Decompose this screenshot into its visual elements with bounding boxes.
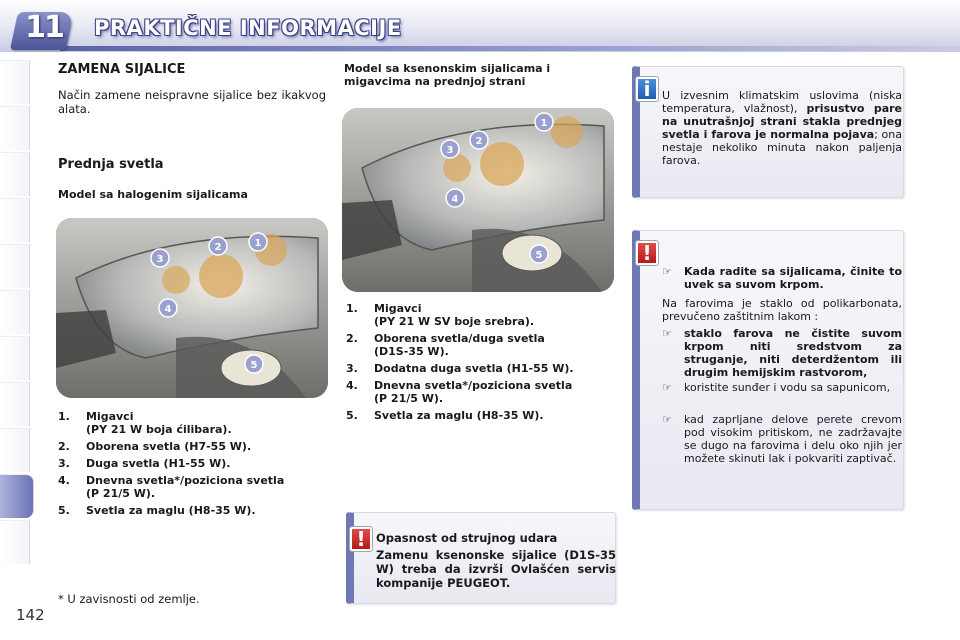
xenon-bulb-item xyxy=(346,362,614,375)
info-text xyxy=(662,89,902,167)
chapter-tab[interactable] xyxy=(0,198,30,242)
halogen-bulb-item-text: Migavci xyxy=(86,410,134,423)
section-title: ZAMENA SIJALICE xyxy=(58,62,186,77)
callout-1: 1 xyxy=(540,118,548,129)
xenon-bulb-item-text: Dnevna svetla*/poziciona svetla xyxy=(374,379,573,392)
page-header xyxy=(0,0,960,52)
chapter-tab[interactable] xyxy=(0,244,30,288)
halogen-bulb-item-number: 3. xyxy=(58,457,70,470)
xenon-bulb-item-text: Dodatna duga svetla (H1-55 W). xyxy=(374,362,574,375)
info-text-end: ; ona nestaje nekoliko minuta nakon paljenja farova. xyxy=(662,128,902,167)
chapter-title: PRAKTIČNE INFORMACIJE xyxy=(94,16,402,40)
halogen-bulb-item xyxy=(58,410,328,436)
xenon-bulb-item-spec: (PY 21 W SV boje srebra). xyxy=(374,315,535,328)
halogen-bulb-item-number: 4. xyxy=(58,474,70,487)
info-icon: i xyxy=(636,77,658,101)
chapter-tab[interactable] xyxy=(0,336,30,380)
danger-box xyxy=(346,512,616,604)
danger-title: Opasnost od strujnog udara xyxy=(376,531,558,545)
halogen-bulb-item xyxy=(58,457,328,470)
callout-5: 5 xyxy=(250,360,258,371)
chapter-tab[interactable] xyxy=(0,520,30,564)
warning-bullet-4: ☞ kad zaprljane delove perete crevom pod visokim pritiskom, ne zadržavajte se dugo na farovima i delu oko njih jer možete skinuti lak i pokvariti zaptivač. xyxy=(662,413,902,465)
chapter-tabs xyxy=(0,60,34,580)
pointing-hand-icon: ☞ xyxy=(662,327,672,340)
halogen-bulb-item-spec: (P 21/5 W). xyxy=(86,487,156,500)
halogen-bulb-item-number: 5. xyxy=(58,504,70,517)
chapter-tab[interactable] xyxy=(0,382,30,426)
callout-1: 1 xyxy=(254,238,262,249)
warning-box xyxy=(632,230,904,510)
xenon-title: Model sa ksenonskim sijalicama i migavcima na prednjoj strani xyxy=(344,62,551,88)
xenon-bulb-item-text: Oborena svetla/duga svetla xyxy=(374,332,545,345)
xenon-bulb-item-spec: (P 21/5 W). xyxy=(374,392,444,405)
callout-4: 4 xyxy=(164,304,172,315)
chapter-tab[interactable] xyxy=(0,428,30,472)
warning-bullet-3: ☞ koristite sunđer i vodu sa sapunicom, xyxy=(662,381,891,394)
halogen-bulb-item-text: Dnevna svetla*/poziciona svetla xyxy=(86,474,285,487)
warning-intro: Na farovima je staklo od polikarbonata, prevučeno zaštitnim lakom : xyxy=(662,297,902,323)
halogen-title: Model sa halogenim sijalicama xyxy=(58,188,248,201)
xenon-bulb-item-number: 5. xyxy=(346,409,358,422)
info-text-bold: prisustvo pare na unutrašnjoj strani stakla prednjeg svetla i farova je normalna pojava xyxy=(662,102,903,141)
warning-icon: ! xyxy=(350,527,372,551)
intro-text: Način zamene neispravne sijalice bez ikakvog alata. xyxy=(58,88,326,116)
halogen-bulb-item-text: Oborena svetla (H7-55 W). xyxy=(86,440,252,453)
xenon-bulb-item-number: 4. xyxy=(346,379,358,392)
front-lights-title: Prednja svetla xyxy=(58,157,164,172)
page-number: 142 xyxy=(16,606,45,624)
xenon-headlight-photo xyxy=(342,108,614,292)
xenon-bulb-item-number: 3. xyxy=(346,362,358,375)
xenon-bulb-list xyxy=(346,302,614,426)
pointing-hand-icon: ☞ xyxy=(662,413,672,426)
halogen-bulb-item xyxy=(58,504,328,517)
halogen-bulb-item-number: 1. xyxy=(58,410,70,423)
info-text-normal: U izvesnim klimatskim uslovima (niska temperatura, vlažnost), xyxy=(662,89,902,115)
xenon-bulb-item-spec: (D1S-35 W). xyxy=(374,345,449,358)
warning-bullet-1: ☞ Kada radite sa sijalicama, činite to uvek sa suvom krpom. xyxy=(662,265,902,291)
callout-2: 2 xyxy=(475,136,483,147)
halogen-bulb-list xyxy=(58,410,328,521)
pointing-hand-icon: ☞ xyxy=(662,265,672,278)
chapter-tab[interactable] xyxy=(0,106,30,150)
xenon-bulb-item xyxy=(346,409,614,422)
callout-5: 5 xyxy=(535,250,543,261)
halogen-headlight-photo xyxy=(56,218,328,398)
halogen-bulb-item xyxy=(58,440,328,453)
warning-bullet-2: ☞ staklo farova ne čistite suvom krpom niti sredstvom za struganje, niti deterdžentom ili drugim hemijskim rastvorom, xyxy=(662,327,902,379)
info-box xyxy=(632,66,904,198)
callout-3: 3 xyxy=(446,145,454,156)
footnote: * U zavisnosti od zemlje. xyxy=(58,592,200,606)
callout-3: 3 xyxy=(156,254,164,265)
pointing-hand-icon: ☞ xyxy=(662,381,672,394)
xenon-bulb-item xyxy=(346,302,614,328)
xenon-bulb-item-text: Migavci xyxy=(374,302,422,315)
halogen-bulb-item xyxy=(58,474,328,500)
warning-icon: ! xyxy=(636,241,658,265)
chapter-tab[interactable] xyxy=(0,60,30,104)
header-rule xyxy=(60,46,960,51)
xenon-bulb-item-text: Svetla za maglu (H8-35 W). xyxy=(374,409,544,422)
xenon-bulb-item-number: 2. xyxy=(346,332,358,345)
danger-text: Zamenu ksenonske sijalice (D1S-35 W) treba da izvrši Ovlašćen servis kompanije PEUGEOT. xyxy=(376,548,616,590)
chapter-tab-active[interactable] xyxy=(0,474,34,518)
callout-2: 2 xyxy=(214,242,222,253)
chapter-tab[interactable] xyxy=(0,290,30,334)
chapter-number: 11 xyxy=(25,10,63,45)
xenon-bulb-item xyxy=(346,332,614,358)
xenon-bulb-item-number: 1. xyxy=(346,302,358,315)
xenon-bulb-item xyxy=(346,379,614,405)
halogen-bulb-item-spec: (PY 21 W boja ćilibara). xyxy=(86,423,232,436)
halogen-bulb-item-text: Svetla za maglu (H8-35 W). xyxy=(86,504,256,517)
halogen-bulb-item-text: Duga svetla (H1-55 W). xyxy=(86,457,231,470)
callout-4: 4 xyxy=(451,194,459,205)
chapter-tab[interactable] xyxy=(0,152,30,196)
halogen-bulb-item-number: 2. xyxy=(58,440,70,453)
